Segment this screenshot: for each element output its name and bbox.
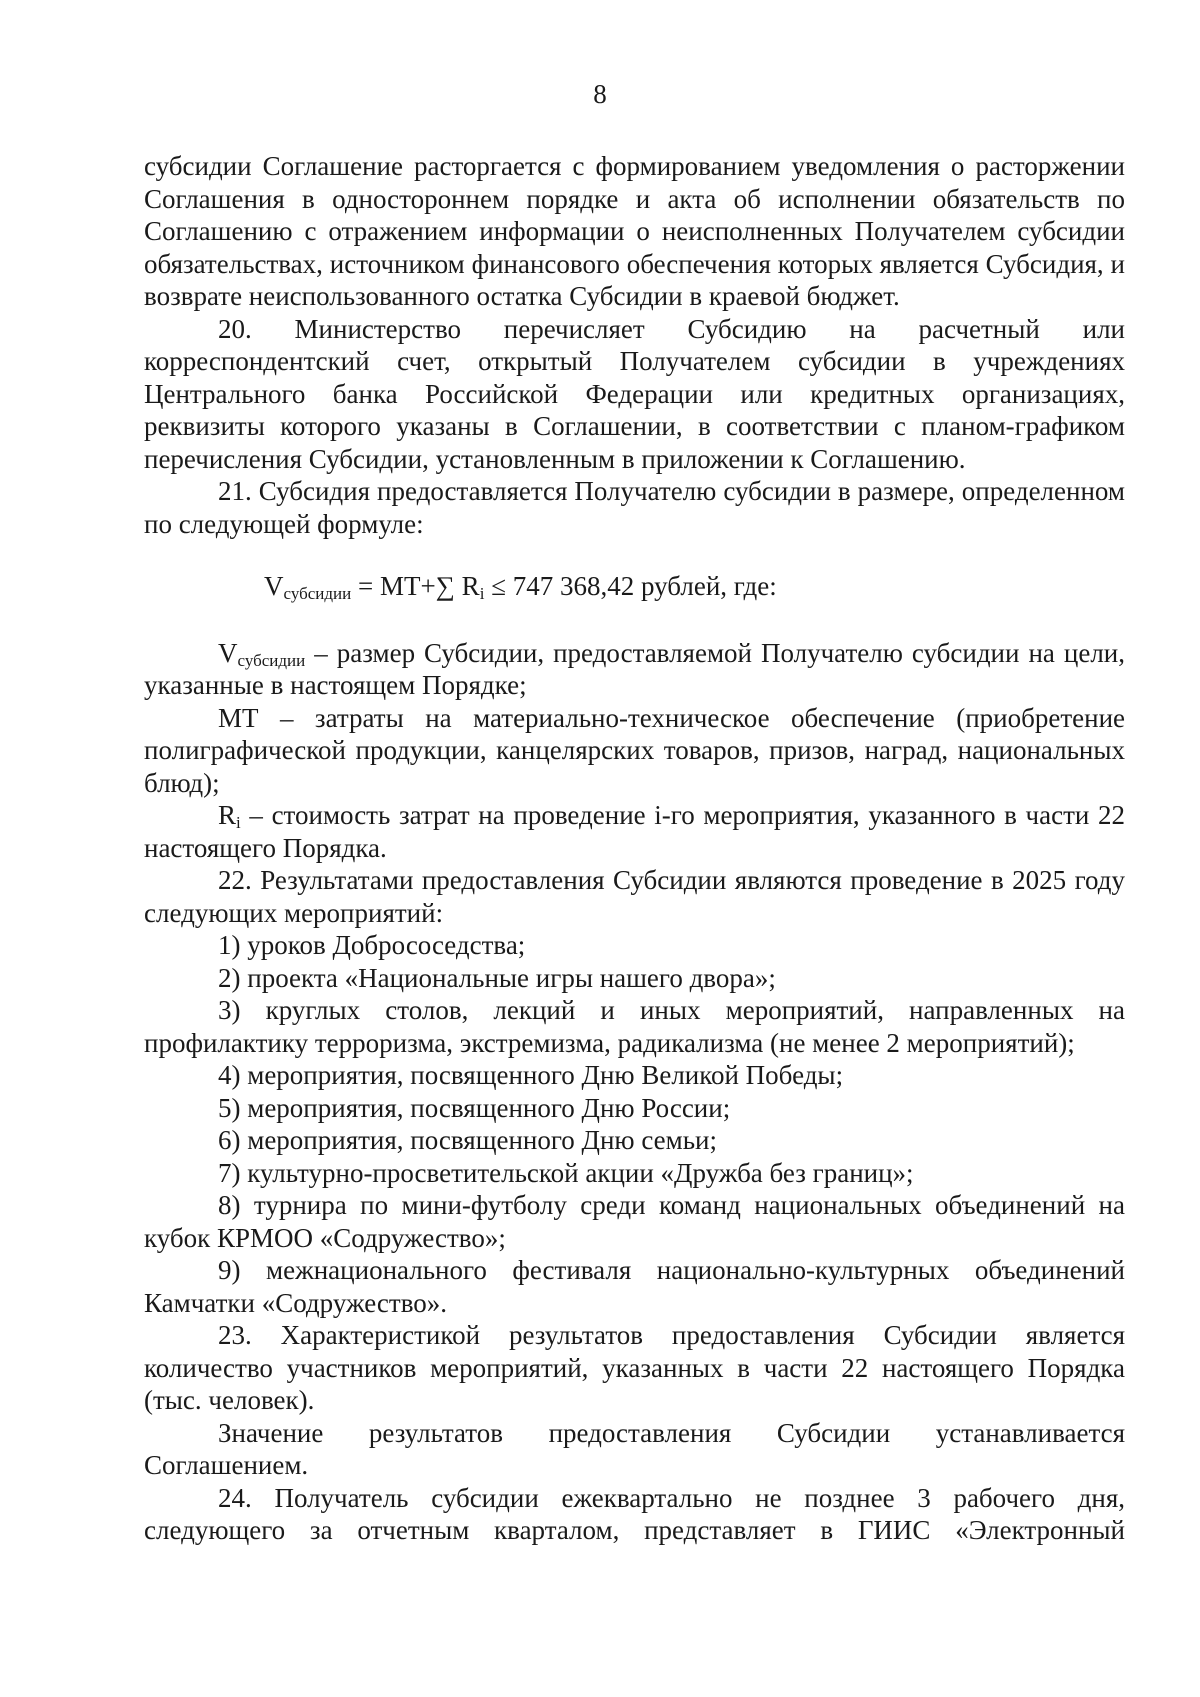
definition-v-symbol: V — [218, 637, 238, 668]
formula-v-subscript: субсидии — [283, 584, 352, 603]
list-item: 9) межнационального фестиваля национально-культурных объединений Камчатки «Содружество». — [144, 1255, 1125, 1318]
definition-r — [144, 799, 1125, 864]
paragraph-24: 24. Получатель субсидии ежеквартально не позднее 3 рабочего дня, следующего за отчетным кварталом, представляет в ГИИС «Электронный — [144, 1482, 1125, 1545]
definition-r-text: – стоимость затрат на проведение i-го мероприятия, указанного в части 22 настоящего Порядка. — [144, 800, 1125, 863]
paragraph-23: 23. Характеристикой результатов предоставления Субсидии является количество участников мероприятий, указанных в части 22 настоящего Порядка (тыс. человек). — [144, 1320, 1125, 1415]
formula-r-subscript: i — [479, 584, 485, 603]
list-item: 1) уроков Добрососедства; — [218, 930, 526, 960]
list-item: 7) культурно-просветительской акции «Дружба без границ»; — [218, 1157, 914, 1188]
formula-tail: ≤ 747 368,42 рублей, где: — [484, 571, 777, 601]
definition-v-text: – размер Субсидии, предоставляемой Получателю субсидии на цели, указанные в настоящем Порядке; — [144, 637, 1125, 700]
list-item: 5) мероприятия, посвященного Дню России; — [218, 1092, 731, 1123]
page-number: 8 — [593, 79, 607, 109]
definition-r-subscript: i — [236, 813, 241, 832]
definition-r-symbol: R — [218, 800, 237, 830]
list-item: 8) турнира по мини-футболу среди команд национальных объединений на кубок КРМОО «Содружество»; — [144, 1190, 1125, 1253]
paragraph-21: 21. Субсидия предоставляется Получателю субсидии в размере, определенном по следующей формуле: — [144, 476, 1125, 539]
definition-v — [144, 637, 1125, 702]
formula-v: V — [264, 571, 284, 601]
formula-middle: = МТ+∑ R — [351, 571, 480, 601]
list-item: 3) круглых столов, лекций и иных мероприятий, направленных на профилактику терроризма, экстремизма, радикализма (не менее 2 мероприятий); — [144, 995, 1125, 1058]
paragraph-22: 22. Результатами предоставления Субсидии являются проведение в 2025 году следующих мероприятий: — [144, 865, 1125, 928]
list-item: 2) проекта «Национальные игры нашего двора»; — [218, 962, 776, 993]
paragraph-20: 20. Министерство перечисляет Субсидию на расчетный или корреспондентский счет, открытый Получателем субсидии в учреждениях Центрального банка Российской Федерации или кредитных организациях, реквизиты которого указаны в Соглашении, в соответствии с планом-графиком перечисления Субсидии, установленным в приложении к Соглашению. — [144, 313, 1125, 474]
paragraph-continuation: субсидии Соглашение расторгается с формированием уведомления о расторжении Соглашения в одностороннем порядке и акта об исполнении обязательств по Соглашению с отражением информации о неисполненных Получателем субсидии обязательствах, источником финансового обеспечения которых является Субсидия, и возврате неиспользованного остатка Субсидии в краевой бюджет. — [144, 151, 1125, 311]
definition-v-subscript: субсидии — [237, 650, 306, 670]
subsidy-formula — [144, 570, 1125, 603]
list-item: 4) мероприятия, посвященного Дню Великой Победы; — [218, 1060, 844, 1090]
document-body — [144, 150, 1125, 1547]
list-item: 6) мероприятия, посвященного Дню семьи; — [218, 1125, 717, 1155]
paragraph-23-value: Значение результатов предоставления Субсидии устанавливается Соглашением. — [144, 1417, 1125, 1480]
definition-mt: МТ – затраты на материально-техническое обеспечение (приобретение полиграфической продукции, канцелярских товаров, призов, наград, национальных блюд); — [144, 702, 1125, 798]
